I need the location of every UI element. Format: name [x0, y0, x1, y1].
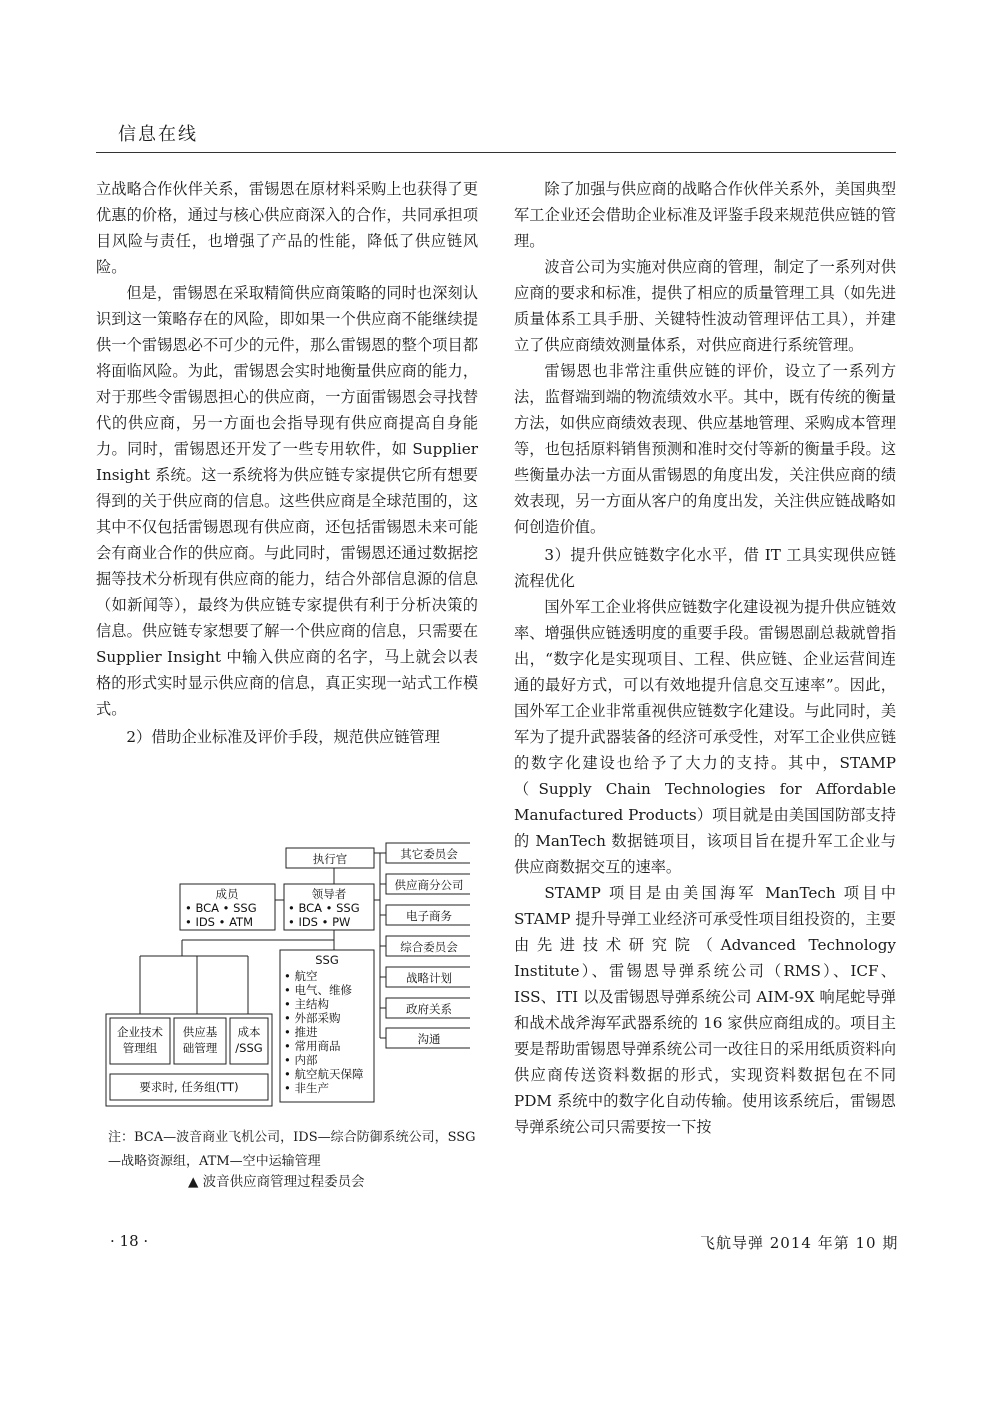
- committee-box: 沟通: [417, 1032, 441, 1046]
- members-line: • IDS • ATM: [185, 915, 254, 929]
- subheading: 2）借助企业标准及评价手段，规范供应链管理: [126, 728, 440, 746]
- subheading: 3）提升供应链数字化水平，借 IT 工具实现供应链流程优化: [514, 546, 896, 590]
- paragraph: 立战略合作伙伴关系，雷锡恩在原材料采购上也获得了更优惠的价格，通过与核心供应商深入的合作，共同承担项目风险与责任，也增强了产品的性能，降低了供应链风险。: [96, 180, 478, 276]
- ssg-item: • 常用商品: [284, 1039, 341, 1053]
- org-chart-figure: [100, 838, 470, 1110]
- figure-note: 注：BCA—波音商业飞机公司，IDS—综合防御系统公司，SSG—战略资源组，ATM—空中运输管理: [108, 1130, 476, 1169]
- ssg-item: • 推进: [284, 1025, 318, 1039]
- ssg-item: • 非生产: [284, 1081, 329, 1095]
- ssg-item: • 航空航天保障: [284, 1067, 364, 1081]
- section-title: 信息在线: [118, 124, 198, 145]
- paragraph: 但是，雷锡恩在采取精简供应商策略的同时也深刻认识到这一策略存在的风险，即如果一个供应商不能继续提供一个雷锡恩必不可少的元件，那么雷锡恩的整个项目都将面临风险。为此，雷锡恩会实时地衡量供应商的能力，对于那些令雷锡恩担心的供应商，一方面雷锡恩会寻找替代的供应商，另一方面也会指导现有供应商提高自身能力。同时，雷锡恩还开发了一些专用软件，如 Supplier Insight 系统。这一系统将为供应链专家提供它所有想要得到的关于供应商的信息。这些供应商是全球范围的，这其中不仅包括雷锡恩现有供应商，还包括雷锡恩未来可能会有商业合作的供应商。与此同时，雷锡恩还通过数据挖掘等技术分析现有供应商的能力，结合外部信息源的信息（如新闻等），最终为供应链专家提供有利于分析决策的信息。供应链专家想要了解一个供应商的信息，只需要在 Supplier Insight 中输入供应商的名字，马上就会以表格的形式实时显示供应商的信息，真正实现一站式工作模式。: [96, 284, 478, 718]
- header-divider: [96, 152, 896, 153]
- leader-title: 领导者: [311, 887, 347, 901]
- paragraph: 除了加强与供应商的战略合作伙伴关系外，美国典型军工企业还会借助企业标准及评鉴手段来规范供应链的管理。: [514, 180, 896, 250]
- left-column: [96, 176, 478, 750]
- ssg-item: • 内部: [284, 1053, 318, 1067]
- group-box: 成本: [237, 1025, 261, 1039]
- group-box: 础管理: [182, 1041, 218, 1055]
- leader-line: • IDS • PW: [288, 915, 351, 929]
- paragraph: 波音公司为实施对供应商的管理，制定了一系列对供应商的要求和标准，提供了相应的质量管理工具（如先进质量体系工具手册、关键特性波动管理评估工具），并建立了供应商绩效测量体系，对供应商进行系统管理。: [514, 258, 896, 354]
- figure-caption: ▲ 波音供应商管理过程委员会: [188, 1174, 365, 1190]
- page-number: · 18 ·: [110, 1232, 149, 1250]
- ssg-item: • 航空: [284, 969, 318, 983]
- exec-box: 执行官: [312, 852, 348, 866]
- group-box: 企业技术: [117, 1025, 163, 1039]
- paragraph: 雷锡恩也非常注重供应链的评价，设立了一系列方法，监督端到端的物流绩效水平。其中，既有传统的衡量方法，如供应商绩效表现、供应基地管理、采购成本管理等，也包括原料销售预测和准时交付等新的衡量手段。这些衡量办法一方面从雷锡恩的角度出发，关注供应商的绩效表现，另一方面从客户的角度出发，关注供应链战略如何创造价值。: [514, 362, 896, 536]
- ssg-item: • 电气、维修: [284, 983, 352, 997]
- group-box: 供应基: [182, 1025, 218, 1039]
- members-title: 成员: [215, 887, 239, 901]
- journal-issue: 飞航导弹 2014 年第 10 期: [700, 1234, 899, 1252]
- ssg-item: • 外部采购: [284, 1011, 341, 1025]
- paragraph: STAMP 项目是由美国海军 ManTech 项目中 STAMP 提升导弹工业经济可承受性项目组投资的，主要由先进技术研究院（Advanced Technology Institute）、雷锡恩导弹系统公司（RMS）、ICF、ISS、ITI 以及雷锡恩导弹系统公司 AIM-9X 响尾蛇导弹和战术战斧海军武器系统的 16 家供应商组成的。项目主要是帮助雷锡恩导弹系统公司一改往日的采用纸质资料向供应商传送资料数据的形式，实现资料数据包在不同 PDM 系统中的数字化自动传输。使用该系统后，雷锡恩导弹系统公司只需要按一下按: [514, 884, 896, 1136]
- right-column: [514, 176, 896, 1140]
- leader-line: • BCA • SSG: [288, 901, 360, 915]
- committee-box: 电子商务: [406, 909, 452, 923]
- ssg-item: • 主结构: [284, 997, 329, 1011]
- ssg-title: SSG: [315, 953, 339, 967]
- committee-box: 政府关系: [406, 1002, 452, 1016]
- members-line: • BCA • SSG: [185, 901, 257, 915]
- committee-box: 供应商分公司: [394, 878, 464, 892]
- org-chart-diagram: [100, 838, 470, 1110]
- task-force-box: 要求时, 任务组(TT): [139, 1080, 239, 1094]
- committee-box: 综合委员会: [400, 940, 458, 954]
- group-box: 管理组: [122, 1041, 158, 1055]
- paragraph: 国外军工企业将供应链数字化建设视为提升供应链效率、增强供应链透明度的重要手段。雷锡恩副总裁就曾指出，“数字化是实现项目、工程、供应链、企业运营间连通的最好方式，可以有效地提升信息交互速率”。因此，国外军工企业非常重视供应链数字化建设。与此同时，美军为了提升武器装备的经济可承受性，对军工企业供应链的数字化建设也给予了大力的支持。其中，STAMP（Supply Chain Technologies for Affordable Manufactured Products）项目就是由美国国防部支持的 ManTech 数据链项目，该项目旨在提升军工企业与供应商数据交互的速率。: [514, 598, 896, 876]
- group-box: /SSG: [235, 1041, 263, 1055]
- committee-box: 战略计划: [406, 971, 452, 985]
- committee-box: 其它委员会: [400, 847, 458, 861]
